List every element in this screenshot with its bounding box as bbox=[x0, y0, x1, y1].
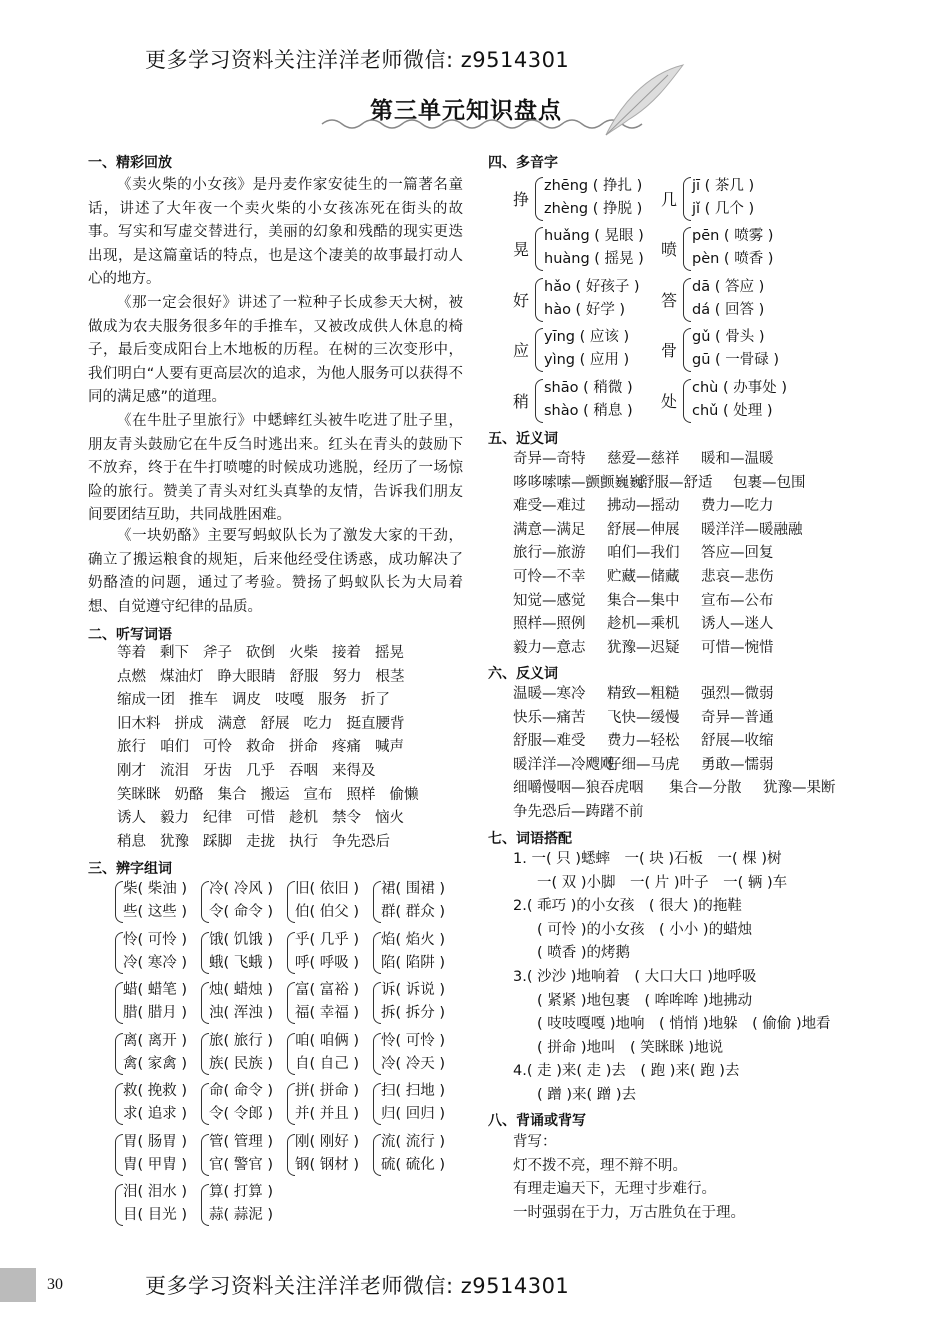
char-pair-item: 算( 打算 ) bbox=[209, 1184, 274, 1200]
char-pair-item: 些( 这些 ) bbox=[123, 904, 188, 920]
brace-icon bbox=[201, 1033, 209, 1075]
polyphone-item bbox=[513, 275, 653, 323]
word: 刚才 bbox=[117, 763, 146, 779]
word-row bbox=[117, 642, 418, 666]
char-pair-item: 蜡( 蜡笔 ) bbox=[123, 982, 188, 998]
polyphone-char: 应 bbox=[513, 341, 530, 361]
word: 稍息 bbox=[117, 833, 146, 850]
polyphone-char: 喷 bbox=[661, 240, 678, 260]
char-pair-item: 令( 命令 ) bbox=[209, 904, 274, 920]
polyphone-char: 晃 bbox=[513, 240, 530, 260]
char-pair-item: 怜( 可怜 ) bbox=[123, 931, 188, 948]
char-pair-item: 冷( 冷风 ) bbox=[209, 881, 274, 897]
char-pair-item: 刚( 刚好 ) bbox=[295, 1133, 360, 1150]
word: 偷懒 bbox=[389, 786, 419, 803]
char-pair-item: 胄( 甲胄 ) bbox=[123, 1156, 188, 1173]
polyphone-item bbox=[661, 325, 801, 373]
word: 救命 bbox=[246, 739, 275, 756]
char-pair-item: 目( 目光 ) bbox=[123, 1207, 188, 1223]
polyphone-char: 几 bbox=[661, 190, 678, 209]
char-pair bbox=[287, 878, 371, 926]
word-pair: 可怜—不幸 bbox=[513, 569, 586, 585]
polyphone-reading: dá ( 回答 ) bbox=[692, 301, 765, 318]
brace-icon bbox=[683, 379, 691, 423]
word: 点燃 bbox=[117, 668, 146, 685]
char-pair-item: 冷( 寒冷 ) bbox=[123, 954, 188, 971]
char-pair bbox=[201, 929, 285, 977]
word: 斧子 bbox=[203, 645, 232, 661]
polyphone-reading: pēn ( 喷雾 ) bbox=[692, 228, 774, 245]
word: 缩成一团 bbox=[117, 692, 175, 709]
polyphone-reading: dā ( 答应 ) bbox=[692, 278, 765, 295]
polyphone-reading: gū ( 一骨碌 ) bbox=[692, 352, 780, 369]
word: 努力 bbox=[332, 668, 362, 685]
word-pair: 毅力—意志 bbox=[513, 639, 586, 656]
word-pair: 咱们—我们 bbox=[607, 545, 680, 562]
char-pair bbox=[373, 878, 457, 926]
word-pair: 犹豫—迟疑 bbox=[607, 639, 680, 656]
word: 睁大眼睛 bbox=[217, 668, 276, 685]
word: 吱嘎 bbox=[275, 692, 304, 709]
char-pair-item: 管( 管理 ) bbox=[209, 1133, 274, 1150]
char-pair-item: 自( 自己 ) bbox=[295, 1055, 360, 1072]
char-pair-item: 烛( 蜡烛 ) bbox=[209, 982, 274, 998]
word-row bbox=[117, 784, 433, 808]
collocation-line: 4.( 走 )来( 走 )去 ( 跑 )来( 跑 )去 bbox=[513, 1063, 740, 1080]
word: 争先恐后 bbox=[332, 833, 390, 850]
word: 犹豫 bbox=[160, 833, 189, 850]
polyphone-reading: hào ( 好学 ) bbox=[544, 301, 626, 318]
word: 集合 bbox=[217, 786, 247, 803]
polyphone-reading: zhēng ( 挣扎 ) bbox=[544, 178, 643, 194]
polyphone-reading: yīng ( 应该 ) bbox=[544, 329, 630, 346]
polyphone-reading: jǐ ( 几个 ) bbox=[692, 201, 755, 217]
char-pair-item: 扫( 扫地 ) bbox=[381, 1083, 446, 1099]
word: 趁机 bbox=[289, 810, 318, 827]
word-pair: 费力—吃力 bbox=[701, 498, 774, 515]
char-pair bbox=[201, 979, 285, 1027]
word: 拼成 bbox=[174, 715, 204, 732]
char-pair-item: 饿( 饥饿 ) bbox=[209, 931, 274, 948]
word-pair: 旅行—旅游 bbox=[513, 545, 586, 562]
word: 牙齿 bbox=[203, 763, 232, 779]
char-pair bbox=[115, 1080, 199, 1128]
word: 根茎 bbox=[375, 668, 405, 685]
brace-icon bbox=[535, 379, 543, 423]
word-row bbox=[117, 736, 418, 760]
char-pair-item: 官( 警官 ) bbox=[209, 1156, 274, 1173]
char-pair-item: 命( 命令 ) bbox=[209, 1083, 274, 1099]
page-number: 30 bbox=[47, 1276, 63, 1293]
footer-banner: 更多学习资料关注洋洋老师微信: z9514301 bbox=[145, 1274, 570, 1298]
brace-icon bbox=[373, 932, 381, 974]
recitation-line: 灯不拨不亮，理不辩不明。 bbox=[513, 1157, 687, 1174]
word-pair: 舒展—收缩 bbox=[701, 733, 774, 750]
char-pair bbox=[201, 1131, 285, 1179]
char-pair-item: 令( 令郎 ) bbox=[209, 1106, 274, 1122]
word: 咱们 bbox=[160, 739, 189, 756]
char-pair bbox=[373, 979, 457, 1027]
polyphone-char: 稍 bbox=[513, 391, 530, 411]
section-heading: 六、反义词 bbox=[488, 666, 558, 682]
brace-icon bbox=[373, 1134, 381, 1176]
char-pair-item: 冷( 冷天 ) bbox=[381, 1055, 446, 1072]
word: 来得及 bbox=[332, 763, 376, 779]
collocation-line: ( 可怜 )的小女孩 ( 小小 )的蜡烛 bbox=[537, 921, 753, 938]
word-pair: 集合—集中 bbox=[607, 592, 680, 609]
word: 舒展 bbox=[260, 715, 290, 732]
paragraph: 《卖火柴的小女孩》是丹麦作家安徒生的一篇著名童话，讲述了大年夜一个卖火柴的小女孩冻死在街头的故事。写实和写虚交替进行，美丽的幻象和残酷的现实更迭出现，是这篇童话的特点，也是这个凄美的故事最打动人心的地方。 bbox=[88, 177, 463, 288]
word-pair: 费力—轻松 bbox=[607, 733, 680, 750]
polyphone-item bbox=[513, 224, 653, 272]
word-pair: 慈爱—慈祥 bbox=[607, 451, 680, 467]
unit-title: 第三单元知识盘点 bbox=[370, 98, 562, 124]
brace-icon bbox=[287, 1033, 295, 1075]
word-pair: 集合—分散 bbox=[669, 780, 742, 797]
polyphone-item bbox=[661, 376, 801, 424]
paragraph: 《那一定会很好》讲述了一粒种子长成参天大树，被做成为农夫服务很多年的手推车，又被改成供人休息的椅子，最后变成阳台上木地板的历程。在树的三次变形中，我们明白“人要有更高层次的追求，为他人服务可以获得不同的满足感”的道理。 bbox=[88, 295, 463, 406]
collocation-line: ( 紧紧 )地包裹 ( 哞哞哞 )地拂动 bbox=[537, 992, 753, 1009]
char-pair bbox=[201, 878, 285, 926]
polyphone-reading: shāo ( 稍微 ) bbox=[544, 379, 633, 396]
char-pair-item: 蛾( 飞蛾 ) bbox=[209, 954, 274, 971]
polyphone-reading: huàng ( 摇晃 ) bbox=[544, 251, 644, 268]
char-pair bbox=[115, 929, 199, 977]
char-pair-item: 旅( 旅行 ) bbox=[209, 1032, 274, 1049]
word: 煤油灯 bbox=[160, 668, 204, 685]
polyphone-item bbox=[661, 174, 801, 222]
brace-icon bbox=[535, 177, 543, 221]
word: 挺直腰背 bbox=[346, 715, 405, 732]
word-pair: 奇异—奇特 bbox=[513, 451, 586, 467]
word: 可怜 bbox=[203, 739, 232, 756]
char-pair bbox=[115, 878, 199, 926]
char-pair-item: 硫( 硫化 ) bbox=[381, 1156, 446, 1173]
char-pair-item: 柴( 柴油 ) bbox=[123, 881, 188, 897]
polyphone-reading: hǎo ( 好孩子 ) bbox=[544, 278, 640, 295]
word: 毅力 bbox=[160, 810, 189, 827]
char-pair bbox=[373, 1131, 457, 1179]
char-pair bbox=[287, 1030, 371, 1078]
brace-icon bbox=[373, 1033, 381, 1075]
collocation-line: 1. 一( 只 )蟋蟀 一( 块 )石板 一( 棵 )树 bbox=[513, 851, 782, 867]
brace-icon bbox=[287, 932, 295, 974]
word: 禁令 bbox=[332, 810, 361, 827]
brace-icon bbox=[115, 881, 123, 923]
word-pair: 温暖—寒冷 bbox=[513, 686, 586, 702]
char-pair-item: 求( 追求 ) bbox=[123, 1106, 188, 1122]
char-pair bbox=[373, 1030, 457, 1078]
word-pair: 满意—满足 bbox=[513, 521, 586, 538]
word: 舒服 bbox=[289, 668, 319, 685]
word-row bbox=[117, 807, 418, 831]
word-pair: 争先恐后—踌躇不前 bbox=[513, 804, 644, 820]
section-heading: 三、辨字组词 bbox=[88, 861, 172, 877]
paragraph: 《一块奶酪》主要写蚂蚁队长为了激发大家的干劲，确立了搬运粮食的规矩，后来他经受住诱惑，成功解决了奶酪渣的问题，通过了考验。赞扬了蚂蚁队长为大局着想、自觉遵守纪律的品质。 bbox=[88, 528, 463, 615]
brace-icon bbox=[201, 932, 209, 974]
char-pair-item: 陷( 陷阱 ) bbox=[381, 954, 446, 971]
word: 流泪 bbox=[160, 763, 189, 779]
word-pair: 哆哆嗦嗦—颤颤巍巍 bbox=[513, 474, 644, 491]
word: 疼痛 bbox=[332, 739, 361, 756]
brace-icon bbox=[287, 1083, 295, 1125]
collocation-line: ( 喷香 )的烤鹅 bbox=[537, 945, 631, 962]
word: 执行 bbox=[289, 833, 318, 850]
word: 摇晃 bbox=[375, 645, 404, 661]
brace-icon bbox=[373, 982, 381, 1024]
brace-icon bbox=[115, 982, 123, 1024]
char-pair-item: 流( 流行 ) bbox=[381, 1133, 446, 1150]
word-row bbox=[117, 713, 419, 737]
polyphone-char: 好 bbox=[513, 290, 530, 310]
word: 接着 bbox=[332, 645, 361, 661]
recitation-line: 有理走遍天下，无理寸步难行。 bbox=[513, 1181, 716, 1198]
polyphone-reading: chù ( 办事处 ) bbox=[692, 379, 787, 396]
feather-icon bbox=[598, 60, 688, 140]
word: 可惜 bbox=[246, 810, 275, 827]
word-pair: 犹豫—果断 bbox=[763, 780, 836, 797]
section-heading: 四、多音字 bbox=[488, 155, 558, 171]
char-pair-item: 旧( 依旧 ) bbox=[295, 881, 360, 897]
word: 踩脚 bbox=[203, 833, 232, 850]
word: 搬运 bbox=[260, 786, 290, 803]
word: 照样 bbox=[346, 786, 376, 803]
word: 折了 bbox=[361, 692, 390, 709]
section-heading: 七、词语搭配 bbox=[488, 831, 572, 847]
word-pair: 知觉—感觉 bbox=[513, 592, 586, 609]
word-pair: 暖和—温暖 bbox=[701, 451, 774, 467]
word-pair: 舒展—伸展 bbox=[607, 521, 680, 538]
brace-icon bbox=[115, 932, 123, 974]
char-pair-item: 胃( 肠胃 ) bbox=[123, 1133, 188, 1150]
word-pair: 精致—粗糙 bbox=[607, 686, 680, 702]
word-pair: 细嚼慢咽—狼吞虎咽 bbox=[513, 780, 644, 797]
brace-icon bbox=[373, 881, 381, 923]
char-pair-item: 乎( 几乎 ) bbox=[295, 931, 360, 948]
char-pair-item: 拼( 拼命 ) bbox=[295, 1083, 360, 1099]
char-pair bbox=[201, 1030, 285, 1078]
char-pair-item: 咱( 咱俩 ) bbox=[295, 1032, 360, 1049]
header-banner: 更多学习资料关注洋洋老师微信: z9514301 bbox=[145, 48, 570, 72]
word: 剩下 bbox=[160, 645, 189, 661]
word-pair: 飞快—缓慢 bbox=[607, 709, 680, 726]
char-pair-item: 焰( 焰火 ) bbox=[381, 931, 446, 948]
word-pair: 宣布—公布 bbox=[701, 592, 774, 609]
brace-icon bbox=[683, 328, 691, 372]
page-corner-tab bbox=[0, 1268, 36, 1302]
char-pair-item: 禽( 家禽 ) bbox=[123, 1055, 188, 1072]
brace-icon bbox=[287, 1134, 295, 1176]
polyphone-reading: shào ( 稍息 ) bbox=[544, 402, 633, 419]
char-pair-item: 泪( 泪水 ) bbox=[123, 1184, 188, 1200]
recitation-line: 背写： bbox=[513, 1134, 557, 1150]
word: 拼命 bbox=[289, 739, 318, 756]
recitation-line: 一时强弱在于力，万古胜负在于理。 bbox=[513, 1204, 745, 1221]
section-heading: 八、背诵或背写 bbox=[488, 1113, 586, 1129]
char-pair-item: 群( 群众 ) bbox=[381, 904, 446, 920]
collocation-line: ( 蹭 )来( 蹭 )去 bbox=[537, 1087, 637, 1103]
char-pair-item: 腊( 腊月 ) bbox=[123, 1005, 188, 1021]
polyphone-item bbox=[513, 376, 653, 424]
char-pair bbox=[115, 1181, 199, 1229]
brace-icon bbox=[115, 1083, 123, 1125]
polyphone-reading: gǔ ( 骨头 ) bbox=[692, 329, 765, 346]
word-pair: 难受—难过 bbox=[513, 498, 586, 515]
brace-icon bbox=[535, 278, 543, 322]
brace-icon bbox=[201, 1083, 209, 1125]
word-pair: 奇异—普通 bbox=[701, 709, 774, 726]
char-pair-item: 呼( 呼吸 ) bbox=[295, 954, 360, 971]
word-pair: 拂动—摇动 bbox=[607, 498, 680, 515]
word-row bbox=[117, 689, 404, 713]
polyphone-reading: pèn ( 喷香 ) bbox=[692, 251, 774, 268]
char-pair-item: 拆( 拆分 ) bbox=[381, 1005, 446, 1021]
word-pair: 照样—照例 bbox=[513, 616, 586, 633]
word: 调皮 bbox=[232, 692, 261, 709]
word-pair: 暖洋洋—冷飕飕 bbox=[513, 756, 615, 773]
word: 旧木料 bbox=[117, 715, 161, 732]
char-pair-item: 伯( 伯父 ) bbox=[295, 904, 360, 920]
polyphone-reading: jī ( 茶几 ) bbox=[692, 178, 755, 194]
char-pair-item: 钢( 钢材 ) bbox=[295, 1156, 360, 1173]
polyphone-reading: yìng ( 应用 ) bbox=[544, 352, 630, 369]
word: 奶酪 bbox=[174, 786, 204, 803]
brace-icon bbox=[115, 1184, 123, 1226]
polyphone-char: 骨 bbox=[661, 341, 678, 361]
brace-icon bbox=[201, 1134, 209, 1176]
paragraph: 《在牛肚子里旅行》中蟋蟀红头被牛吃进了肚子里，朋友青头鼓励它在牛反刍时逃出来。红头在青头的鼓励下不放弃，终于在牛打喷嚏的时候成功逃脱，经历了一场惊险的旅行。赞美了青头对红头真挚的友情，告诉我们朋友间要团结互助，共同战胜困难。 bbox=[88, 413, 463, 524]
brace-icon bbox=[683, 177, 691, 221]
char-pair bbox=[287, 979, 371, 1027]
word: 宣布 bbox=[303, 786, 333, 803]
word-pair: 舒服—难受 bbox=[513, 733, 586, 750]
polyphone-char: 挣 bbox=[513, 190, 530, 209]
word: 等着 bbox=[117, 645, 146, 661]
polyphone-char: 处 bbox=[661, 391, 678, 411]
char-pair bbox=[373, 1080, 457, 1128]
polyphone-item bbox=[513, 325, 653, 373]
brace-icon bbox=[535, 328, 543, 372]
word-row bbox=[117, 666, 419, 690]
word: 喊声 bbox=[375, 739, 404, 756]
section-heading: 二、听写词语 bbox=[88, 627, 172, 643]
char-pair bbox=[201, 1181, 285, 1229]
word: 服务 bbox=[318, 692, 347, 709]
word-pair: 贮藏—储藏 bbox=[607, 569, 680, 585]
word: 火柴 bbox=[289, 645, 318, 661]
word: 笑眯眯 bbox=[117, 786, 161, 803]
collocation-line: ( 拼命 )地叫 ( 笑眯眯 )地说 bbox=[537, 1039, 724, 1056]
word: 走拢 bbox=[246, 833, 275, 850]
brace-icon bbox=[373, 1083, 381, 1125]
word: 几乎 bbox=[246, 763, 275, 779]
char-pair bbox=[287, 1131, 371, 1179]
collocation-line: 3.( 沙沙 )地响着 ( 大口大口 )地呼吸 bbox=[513, 969, 757, 985]
char-pair-item: 蒜( 蒜泥 ) bbox=[209, 1207, 274, 1223]
word: 吞咽 bbox=[289, 763, 318, 779]
brace-icon bbox=[201, 982, 209, 1024]
char-pair bbox=[287, 929, 371, 977]
word-pair: 快乐—痛苦 bbox=[513, 709, 586, 726]
brace-icon bbox=[115, 1134, 123, 1176]
word-pair: 悲哀—悲伤 bbox=[701, 569, 774, 585]
polyphone-item bbox=[513, 174, 653, 222]
word-pair: 趁机—乘机 bbox=[607, 616, 680, 633]
char-pair bbox=[115, 1030, 199, 1078]
collocation-line: 一( 双 )小脚 一( 片 )叶子 一( 辆 )车 bbox=[537, 874, 788, 891]
char-pair-item: 裙( 围裙 ) bbox=[381, 881, 446, 897]
section-heading: 五、近义词 bbox=[488, 431, 558, 447]
char-pair bbox=[287, 1080, 371, 1128]
char-pair-item: 族( 民族 ) bbox=[209, 1055, 274, 1072]
collocation-line: ( 吱吱嘎嘎 )地响 ( 悄悄 )地躲 ( 偷偷 )地看 bbox=[537, 1016, 831, 1033]
polyphone-char: 答 bbox=[661, 290, 678, 310]
word-pair: 诱人—迷人 bbox=[701, 616, 774, 633]
word-row bbox=[117, 831, 404, 855]
brace-icon bbox=[201, 1184, 209, 1226]
char-pair bbox=[201, 1080, 285, 1128]
char-pair-item: 诉( 诉说 ) bbox=[381, 982, 446, 998]
word-pair: 仔细—马虎 bbox=[607, 756, 680, 773]
word: 恼火 bbox=[375, 810, 404, 827]
word: 砍倒 bbox=[246, 645, 275, 661]
brace-icon bbox=[287, 881, 295, 923]
word: 推车 bbox=[189, 692, 218, 709]
char-pair bbox=[115, 1131, 199, 1179]
section-heading: 一、精彩回放 bbox=[88, 155, 172, 171]
char-pair-item: 浊( 浑浊 ) bbox=[209, 1005, 274, 1021]
word-pair: 暖洋洋—暖融融 bbox=[701, 521, 803, 538]
brace-icon bbox=[535, 227, 543, 271]
word-pair: 舒服—舒适 bbox=[640, 474, 713, 491]
word-pair: 勇敢—懦弱 bbox=[701, 756, 774, 773]
polyphone-reading: zhèng ( 挣脱 ) bbox=[544, 201, 643, 217]
brace-icon bbox=[201, 881, 209, 923]
char-pair-item: 归( 回归 ) bbox=[381, 1106, 446, 1122]
word: 吃力 bbox=[303, 715, 333, 732]
polyphone-reading: huǎng ( 晃眼 ) bbox=[544, 228, 644, 245]
polyphone-item bbox=[661, 275, 801, 323]
char-pair-item: 福( 幸福 ) bbox=[295, 1005, 360, 1021]
char-pair bbox=[115, 979, 199, 1027]
brace-icon bbox=[115, 1033, 123, 1075]
polyphone-item bbox=[661, 224, 801, 272]
brace-icon bbox=[287, 982, 295, 1024]
brace-icon bbox=[683, 278, 691, 322]
brace-icon bbox=[683, 227, 691, 271]
word-pair: 强烈—微弱 bbox=[701, 686, 774, 702]
char-pair-item: 救( 挽救 ) bbox=[123, 1083, 188, 1099]
char-pair bbox=[373, 929, 457, 977]
word-pair: 包裹—包围 bbox=[733, 474, 806, 491]
word-pair: 可惜—惋惜 bbox=[701, 639, 774, 656]
word-row bbox=[117, 760, 390, 784]
polyphone-reading: chǔ ( 处理 ) bbox=[692, 402, 773, 419]
collocation-line: 2.( 乖巧 )的小女孩 ( 很大 )的拖鞋 bbox=[513, 898, 742, 915]
char-pair-item: 离( 离开 ) bbox=[123, 1032, 188, 1049]
char-pair-item: 怜( 可怜 ) bbox=[381, 1032, 446, 1049]
char-pair-item: 富( 富裕 ) bbox=[295, 982, 360, 998]
word: 旅行 bbox=[117, 739, 146, 756]
word: 纪律 bbox=[203, 810, 232, 827]
word: 诱人 bbox=[117, 810, 146, 827]
word: 满意 bbox=[217, 715, 247, 732]
word-pair: 答应—回复 bbox=[701, 545, 774, 562]
char-pair-item: 并( 并且 ) bbox=[295, 1106, 360, 1122]
